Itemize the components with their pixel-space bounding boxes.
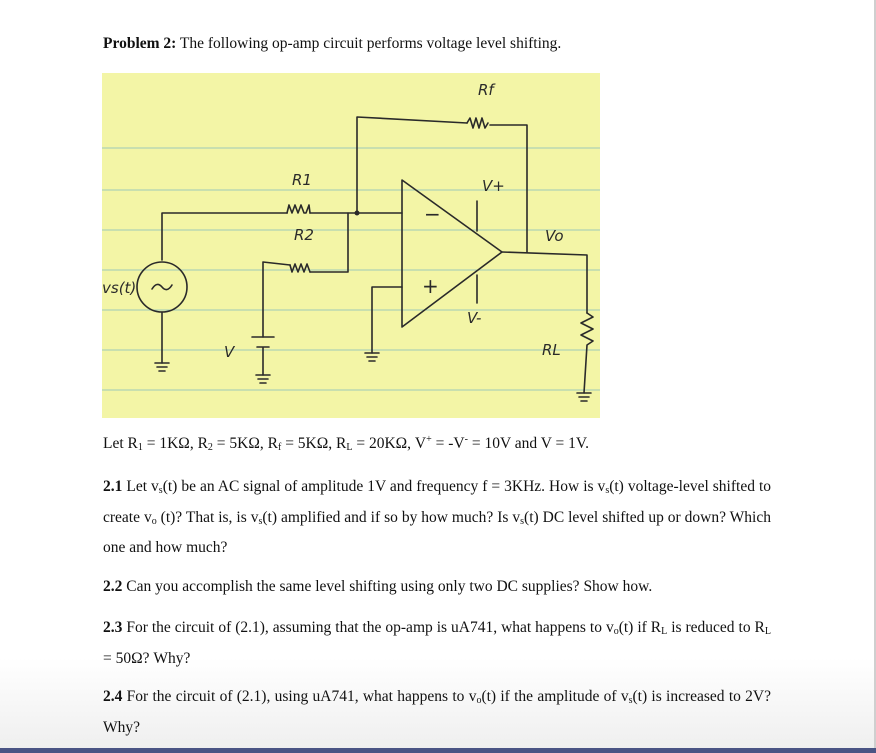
text-run: = 10V and V = 1V. xyxy=(467,435,589,452)
question-number: 2.2 xyxy=(103,578,123,595)
subscript-text: s xyxy=(158,485,163,496)
subscript-text: L xyxy=(764,626,771,637)
text-run: = 5KΩ, R xyxy=(212,435,278,452)
text-run: The following op-amp circuit performs voltage level shifting. xyxy=(176,35,562,52)
subscript-text: s xyxy=(520,515,525,527)
question-number: 2.4 xyxy=(103,688,123,705)
question-number: 2.3 xyxy=(103,619,123,636)
r2-label: R2 xyxy=(294,226,314,244)
subscript-text: o xyxy=(613,626,619,637)
text-run: Can you accomplish the same level shifting using only two DC supplies? Show how. xyxy=(122,578,653,595)
subscript-text: + xyxy=(426,434,432,445)
subscript-text: s xyxy=(258,515,263,527)
circuit-diagram xyxy=(102,73,600,418)
vo-label: Vo xyxy=(545,227,564,245)
subscript-text: L xyxy=(346,442,353,453)
vminus-label: V- xyxy=(467,309,482,327)
given-values xyxy=(103,429,771,460)
rl-label: RL xyxy=(542,341,561,359)
subscript-text: s xyxy=(605,485,610,496)
plus-sign: + xyxy=(422,274,439,298)
text-run: Let v xyxy=(122,478,159,495)
junction-dot xyxy=(355,211,360,216)
minus-sign: − xyxy=(424,202,441,226)
question-2-1 xyxy=(103,472,771,564)
text-run: (t) amplified and if so by how much? Is v xyxy=(262,508,521,526)
text-run: = 5KΩ, R xyxy=(281,435,347,452)
text-run: (t) is increased to 2V? Why? xyxy=(103,688,771,736)
question-2-2 xyxy=(103,572,771,603)
text-run: (t) DC level shifted up or down? Which one and how much? xyxy=(103,508,771,556)
text-run: (t) voltage-level shifted to create v xyxy=(103,478,772,526)
problem-title xyxy=(103,29,771,60)
question-2-3 xyxy=(103,613,771,674)
subscript-text: 1 xyxy=(137,442,143,453)
text-run: For the circuit of (2.1), assuming that the op-amp is uA741, what happens to v xyxy=(122,619,614,636)
rf-label: Rf xyxy=(478,81,494,99)
subscript-text: - xyxy=(464,434,468,445)
subscript-text: f xyxy=(277,442,282,453)
text-run: (t) if the amplitude of v xyxy=(481,688,629,705)
vs-label: vs(t) xyxy=(102,279,137,297)
vplus-label: V+ xyxy=(482,177,505,195)
text-run: is reduced to R xyxy=(667,619,765,636)
question-2-4 xyxy=(103,682,771,743)
text-run: Let R xyxy=(103,435,138,452)
text-run: (t) be an AC signal of amplitude 1V and frequency f = 3KHz. How is v xyxy=(162,478,606,495)
text-run: = 20KΩ, V xyxy=(352,435,427,452)
text-run: (t)? That is, is v xyxy=(156,508,259,526)
text-run: = -V xyxy=(431,435,465,452)
subscript-text: L xyxy=(661,626,668,637)
text-run: = 50Ω? Why? xyxy=(103,649,191,667)
text-run: = 1KΩ, R xyxy=(142,435,208,452)
r1-label: R1 xyxy=(292,171,312,189)
text-run: For the circuit of (2.1), using uA741, what happens to v xyxy=(122,688,477,705)
text-run: (t) if R xyxy=(618,619,662,636)
question-number: 2.1 xyxy=(103,478,123,495)
subscript-text: s xyxy=(628,695,633,706)
window-bottom-bar xyxy=(0,748,876,753)
v-label: V xyxy=(224,343,235,361)
subscript-text: 2 xyxy=(207,442,213,453)
subscript-text: o xyxy=(476,695,482,706)
question-number: Problem 2: xyxy=(103,35,177,52)
subscript-text: o xyxy=(151,515,157,527)
